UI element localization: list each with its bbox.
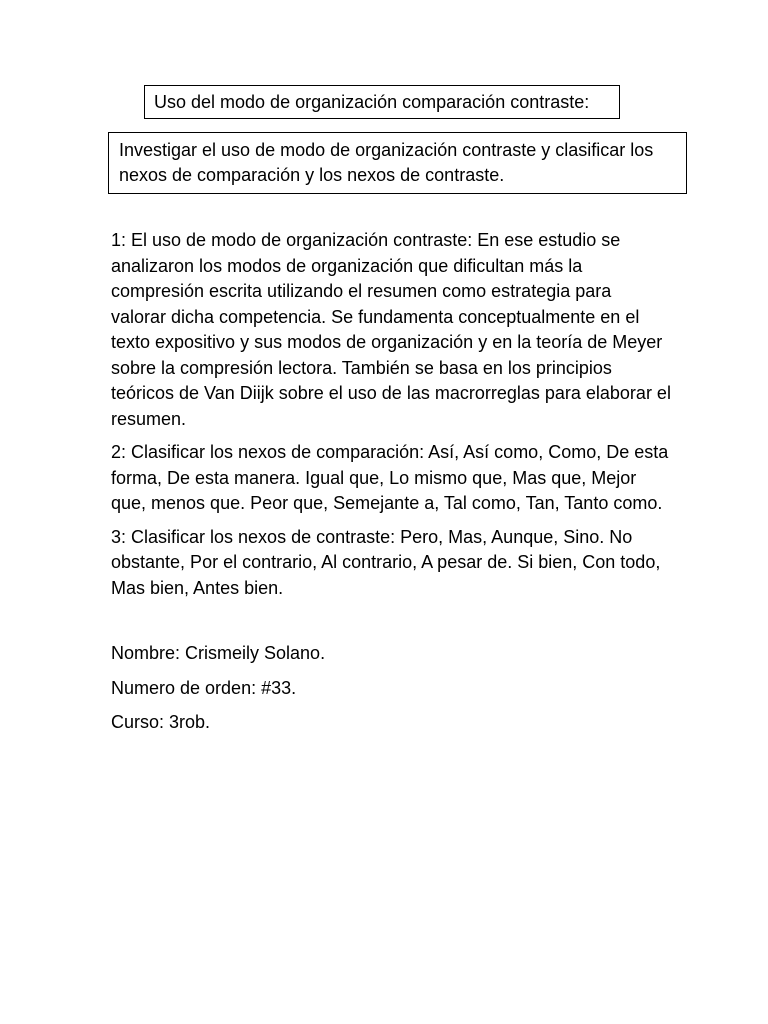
task-instructions: Investigar el uso de modo de organización contraste y clasificar los nexos de comparación y los nexos de contraste. bbox=[108, 132, 687, 194]
student-course: Curso: 3rob. bbox=[111, 712, 211, 732]
paragraph-nexos-contraste: 3: Clasificar los nexos de contraste: Pero, Mas, Aunque, Sino. No obstante, Por el contrario, Al contrario, A pesar de. Si bien, Con todo, Mas bien, Antes bien. bbox=[111, 526, 661, 598]
document-title: Uso del modo de organización comparación contraste: bbox=[144, 85, 620, 119]
student-order-number: Numero de orden: #33. bbox=[111, 677, 297, 698]
paragraph-modo-organizacion: 1: El uso de modo de organización contraste: En ese estudio se analizaron los modos de organización que dificultan más la compresión escrita utilizando el resumen como estrategia para valorar dicha competencia. Se fundamenta conceptualmente en el texto expositivo y sus modos de organización y en la teoría de Meyer sobre la compresión lectora. También se basa en los principios teóricos de Van Diijk sobre el uso de las macrorreglas para elaborar el resumen. bbox=[111, 230, 671, 429]
paragraph-nexos-comparacion: 2: Clasificar los nexos de comparación: Así, Así como, Como, De esta forma, De esta manera. Igual que, Lo mismo que, Mas que, Mejor que, menos que. Peor que, Semejante a, Tal como, Tan, Tanto como. bbox=[111, 442, 669, 513]
student-name: Nombre: Crismeily Solano. bbox=[111, 643, 326, 663]
document-body bbox=[111, 228, 671, 745]
spacer bbox=[111, 609, 671, 641]
